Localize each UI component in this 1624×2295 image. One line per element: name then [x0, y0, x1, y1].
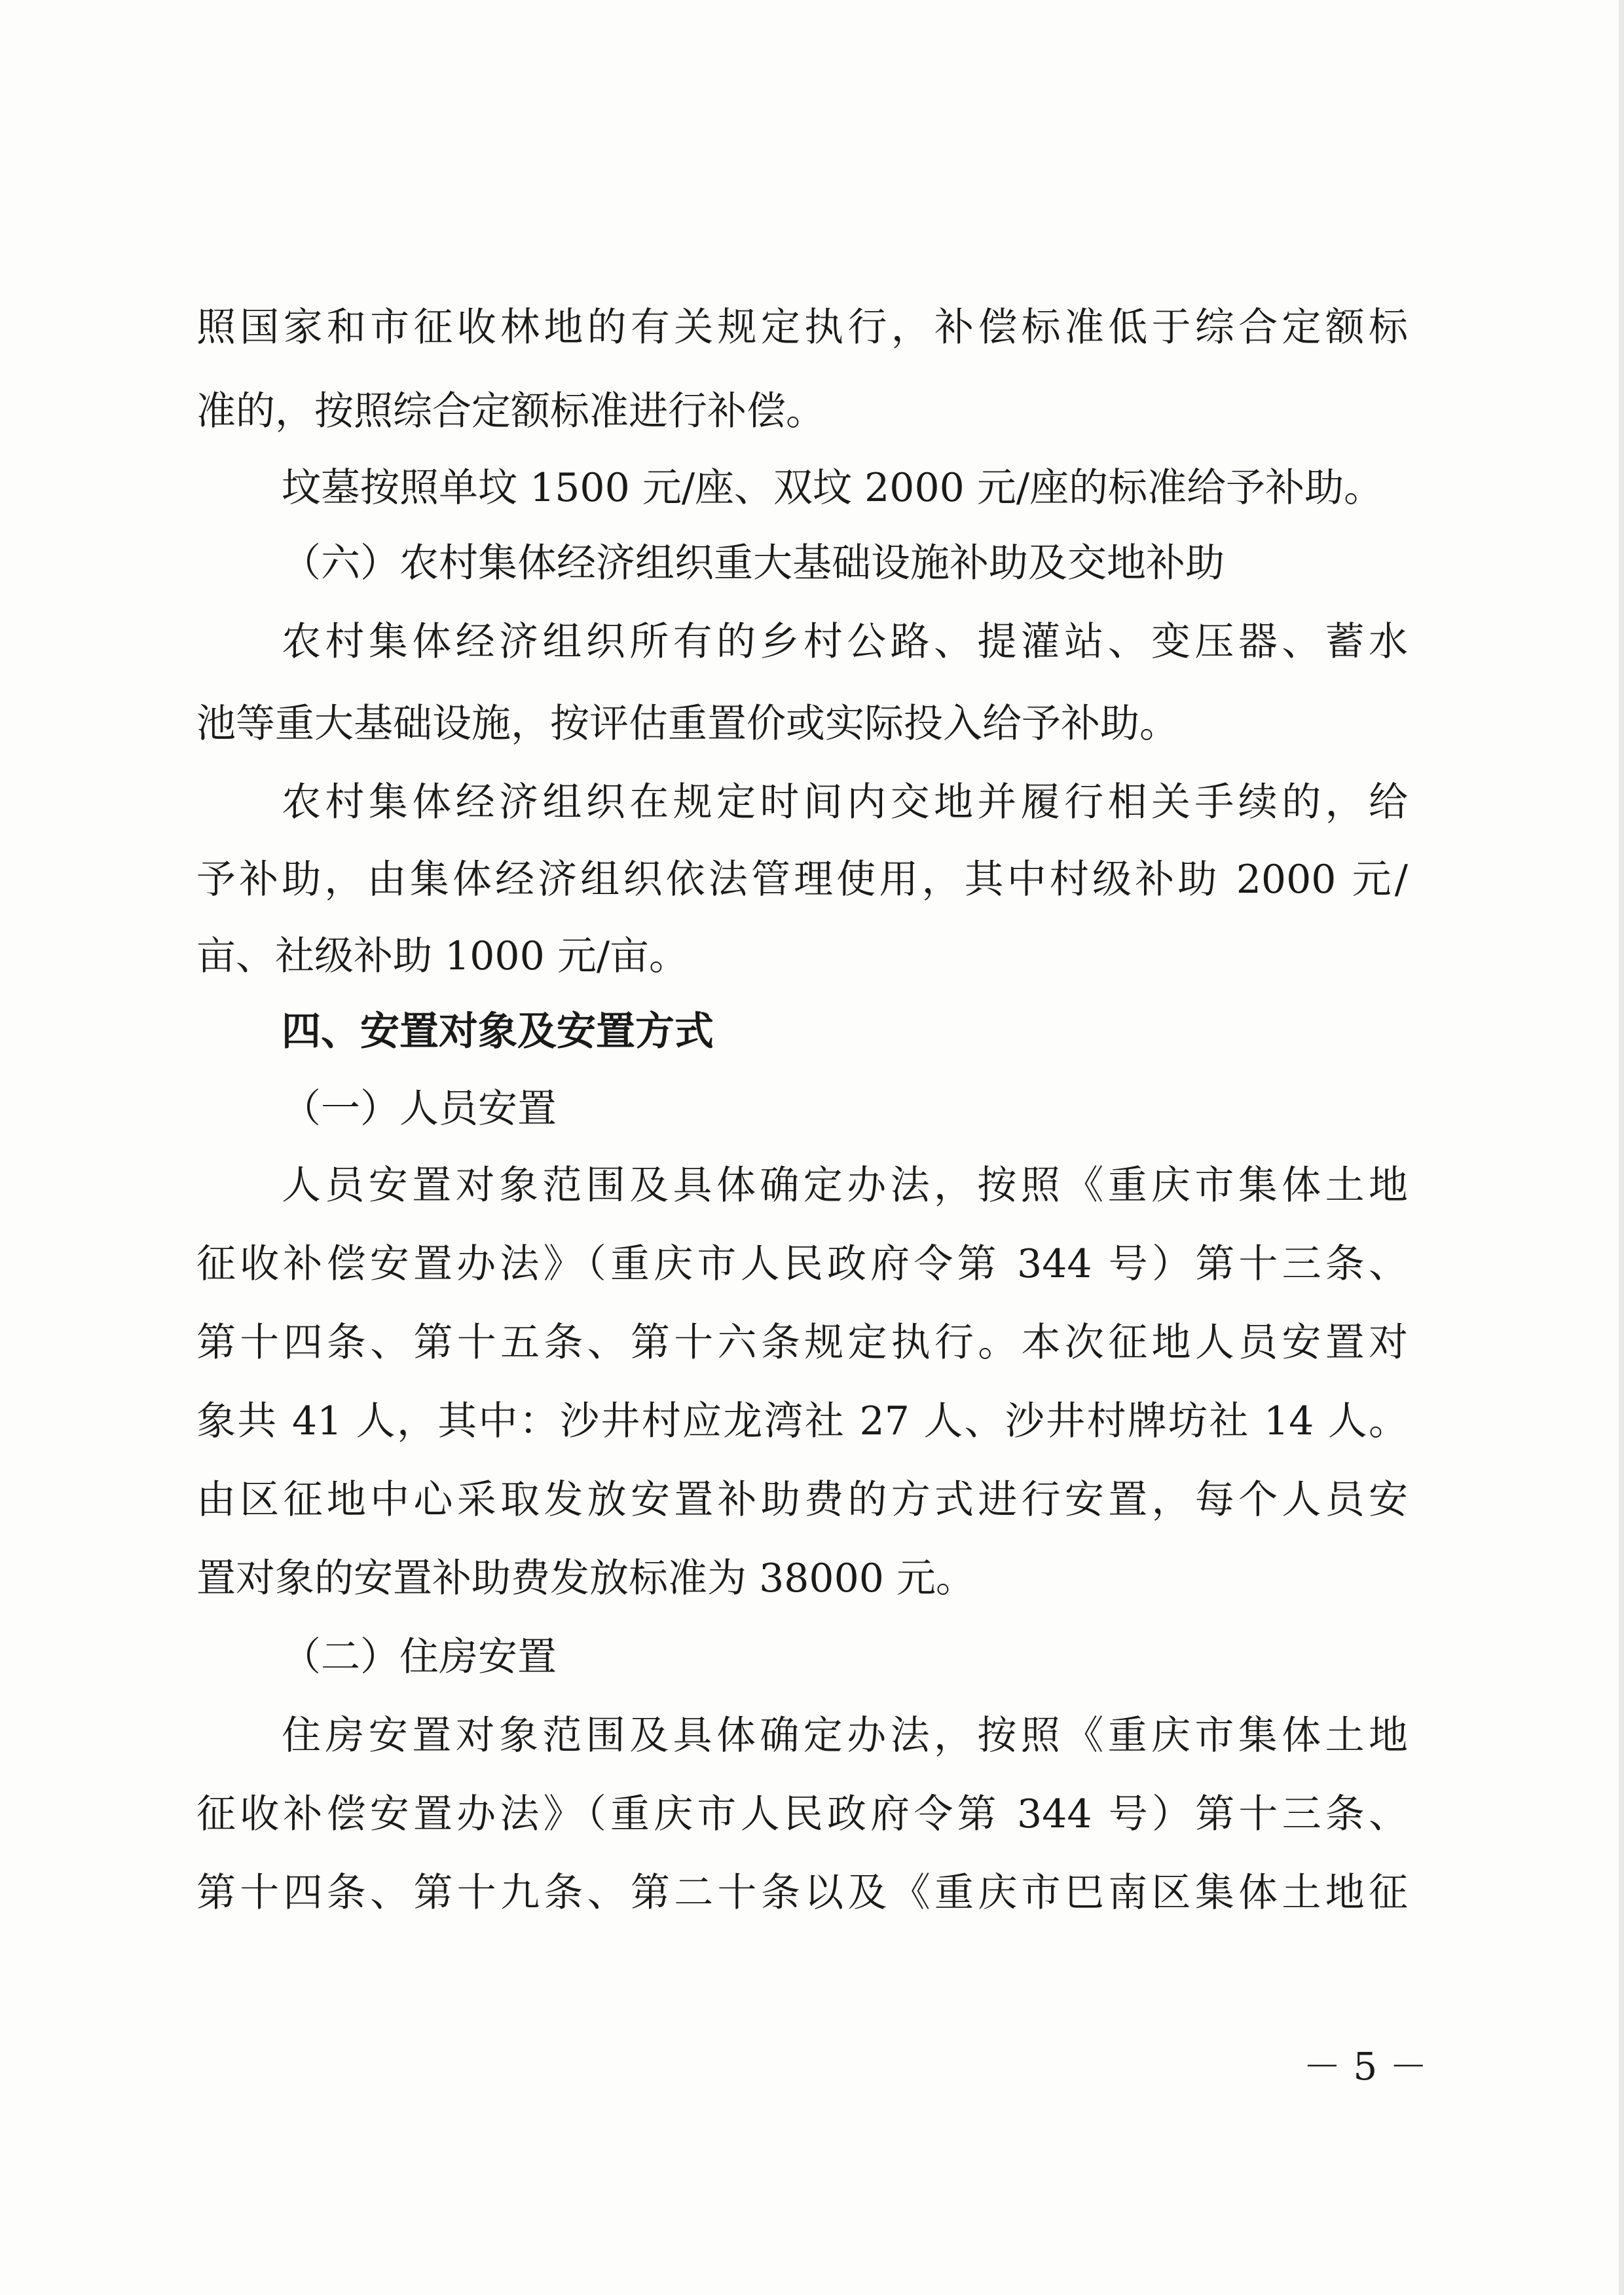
paragraph-line: 坟墓按照单坟 1500 元/座、双坟 2000 元/座的标准给予补助。	[282, 465, 1384, 511]
section-subheading: （二）住房安置	[282, 1634, 557, 1680]
paragraph-line: 农村集体经济组织在规定时间内交地并履行相关手续的，给	[282, 779, 1408, 825]
paragraph-line: 照国家和市征收林地的有关规定执行，补偿标准低于综合定额标	[196, 305, 1408, 350]
paragraph-line: 亩、社级补助 1000 元/亩。	[196, 933, 689, 979]
paragraph-line: 征收补偿安置办法》（重庆市人民政府令第 344 号）第十三条、	[196, 1241, 1408, 1287]
paragraph-line: 置对象的安置补助费发放标准为 38000 元。	[196, 1556, 976, 1601]
paragraph-line: 第十四条、第十九条、第二十条以及《重庆市巴南区集体土地征	[196, 1870, 1408, 1916]
paragraph-line: 住房安置对象范围及具体确定办法，按照《重庆市集体土地	[282, 1713, 1408, 1759]
paragraph-line: 由区征地中心采取发放安置补助费的方式进行安置，每个人员安	[196, 1477, 1408, 1523]
paragraph-line: 予补助，由集体经济组织依法管理使用，其中村级补助 2000 元/	[196, 857, 1408, 903]
paragraph-line: 准的，按照综合定额标准进行补偿。	[196, 388, 825, 434]
section-subheading: （一）人员安置	[282, 1086, 557, 1132]
paragraph-line: 池等重大基础设施，按评估重置价或实际投入给予补助。	[196, 701, 1179, 747]
paragraph-line: 象共 41 人，其中：沙井村应龙湾社 27 人、沙井村牌坊社 14 人。	[196, 1398, 1408, 1444]
section-heading: 四、安置对象及安置方式	[282, 1009, 714, 1054]
section-subheading: （六）农村集体经济组织重大基础设施补助及交地补助	[282, 540, 1225, 586]
paragraph-line: 人员安置对象范围及具体确定办法，按照《重庆市集体土地	[282, 1163, 1408, 1208]
paragraph-line: 农村集体经济组织所有的乡村公路、提灌站、变压器、蓄水	[282, 619, 1408, 665]
paragraph-line: 第十四条、第十五条、第十六条规定执行。本次征地人员安置对	[196, 1320, 1408, 1366]
paragraph-line: 征收补偿安置办法》（重庆市人民政府令第 344 号）第十三条、	[196, 1791, 1408, 1837]
scan-edge-shadow	[1619, 0, 1624, 2295]
page-number: － 5 －	[1303, 2044, 1428, 2089]
